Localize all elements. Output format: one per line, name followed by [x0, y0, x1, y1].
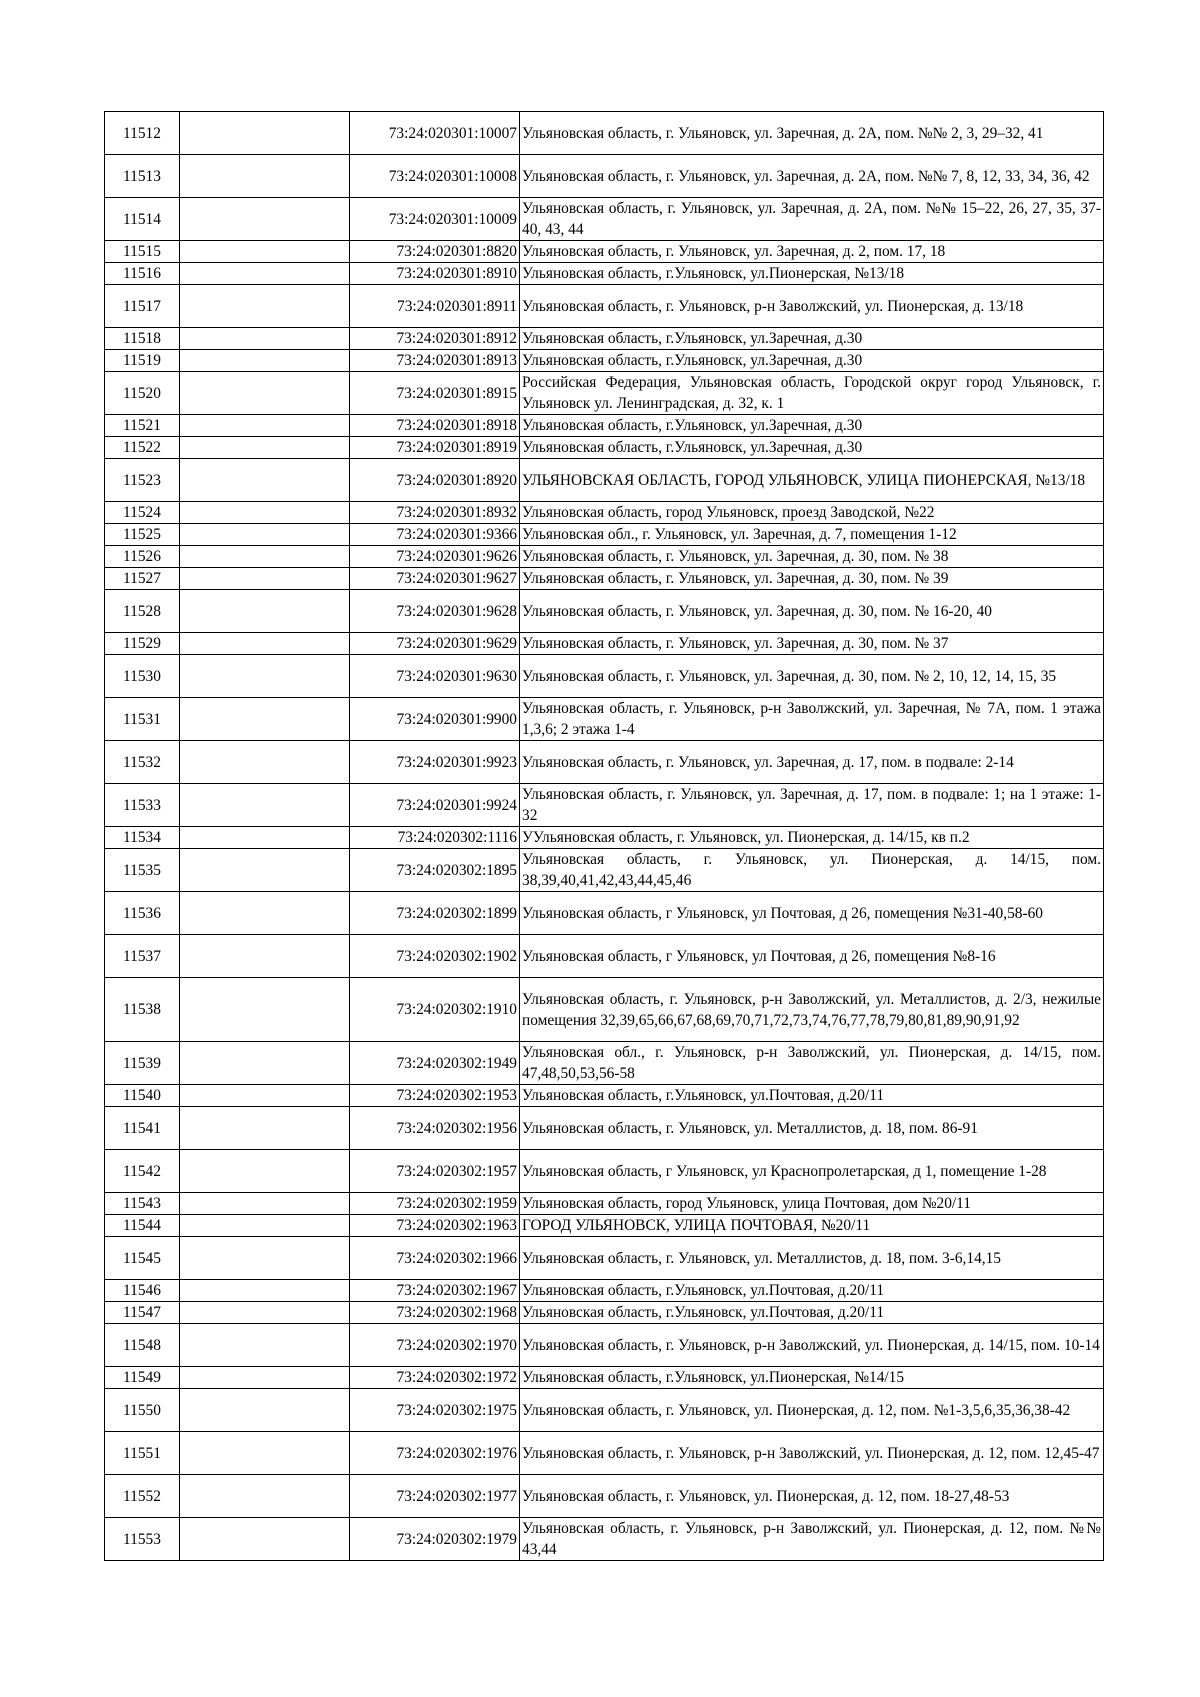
address-cell: Ульяновская область, г. Ульяновск, ул. Заречная, д. 2А, пом. №№ 15–22, 26, 27, 35, 37-40, 43, 44: [520, 198, 1104, 241]
table-row: [105, 590, 1104, 633]
empty-cell: [180, 350, 350, 372]
cadastral-number-cell: 73:24:020302:1977: [350, 1475, 520, 1518]
row-number-cell: 11536: [105, 892, 180, 935]
cadastral-number-cell: 73:24:020302:1972: [350, 1367, 520, 1389]
empty-cell: [180, 1193, 350, 1215]
registry-table-body: [105, 112, 1104, 1561]
address-cell: Российская Федерация, Ульяновская область, Городской округ город Ульяновск, г. Ульяновск ул. Ленинградская, д. 32, к. 1: [520, 372, 1104, 415]
row-number-cell: 11521: [105, 415, 180, 437]
empty-cell: [180, 502, 350, 524]
address-cell: Ульяновская область, г.Ульяновск, ул.Почтовая, д.20/11: [520, 1302, 1104, 1324]
table-row: [105, 241, 1104, 263]
cadastral-number-cell: 73:24:020301:8915: [350, 372, 520, 415]
empty-cell: [180, 263, 350, 285]
cadastral-number-cell: 73:24:020301:8919: [350, 437, 520, 459]
address-cell: Ульяновская область, г. Ульяновск, ул. Пионерская, д. 12, пом. №1-3,5,6,35,36,38-42: [520, 1389, 1104, 1432]
row-number-cell: 11535: [105, 849, 180, 892]
row-number-cell: 11542: [105, 1150, 180, 1193]
cadastral-number-cell: 73:24:020302:1899: [350, 892, 520, 935]
row-number-cell: 11541: [105, 1107, 180, 1150]
table-row: [105, 935, 1104, 978]
empty-cell: [180, 459, 350, 502]
address-cell: Ульяновская область, г. Ульяновск, ул. Металлистов, д. 18, пом. 86-91: [520, 1107, 1104, 1150]
table-row: [105, 350, 1104, 372]
address-cell: Ульяновская область, город Ульяновск, улица Почтовая, дом №20/11: [520, 1193, 1104, 1215]
cadastral-number-cell: 73:24:020301:10008: [350, 155, 520, 198]
row-number-cell: 11516: [105, 263, 180, 285]
table-row: [105, 328, 1104, 350]
table-row: [105, 568, 1104, 590]
empty-cell: [180, 1150, 350, 1193]
row-number-cell: 11522: [105, 437, 180, 459]
empty-cell: [180, 935, 350, 978]
cadastral-number-cell: 73:24:020301:9366: [350, 524, 520, 546]
row-number-cell: 11549: [105, 1367, 180, 1389]
cadastral-number-cell: 73:24:020302:1963: [350, 1215, 520, 1237]
empty-cell: [180, 415, 350, 437]
address-cell: Ульяновская область, г. Ульяновск, р-н Заволжский, ул. Пионерская, д. 12, пом. №№ 43,44: [520, 1518, 1104, 1561]
table-row: [105, 655, 1104, 698]
address-cell: Ульяновская область, город Ульяновск, проезд Заводской, №22: [520, 502, 1104, 524]
row-number-cell: 11545: [105, 1237, 180, 1280]
empty-cell: [180, 741, 350, 784]
empty-cell: [180, 112, 350, 155]
empty-cell: [180, 1324, 350, 1367]
address-cell: Ульяновская область, г. Ульяновск, ул. Заречная, д. 30, пом. № 16-20, 40: [520, 590, 1104, 633]
address-cell: Ульяновская область, г.Ульяновск, ул.Заречная, д.30: [520, 415, 1104, 437]
row-number-cell: 11515: [105, 241, 180, 263]
address-cell: Ульяновская область, г.Ульяновск, ул.Заречная, д.30: [520, 350, 1104, 372]
empty-cell: [180, 633, 350, 655]
address-cell: Ульяновская область, г. Ульяновск, ул. Заречная, д. 30, пом. № 38: [520, 546, 1104, 568]
empty-cell: [180, 285, 350, 328]
address-cell: Ульяновская область, г. Ульяновск, ул. Заречная, д. 30, пом. № 2, 10, 12, 14, 15, 35: [520, 655, 1104, 698]
cadastral-number-cell: 73:24:020302:1957: [350, 1150, 520, 1193]
table-row: [105, 1389, 1104, 1432]
row-number-cell: 11550: [105, 1389, 180, 1432]
row-number-cell: 11530: [105, 655, 180, 698]
address-cell: Ульяновская область, г. Ульяновск, ул. Заречная, д. 2А, пом. №№ 7, 8, 12, 33, 34, 36, 42: [520, 155, 1104, 198]
row-number-cell: 11547: [105, 1302, 180, 1324]
cadastral-number-cell: 73:24:020301:9628: [350, 590, 520, 633]
cadastral-number-cell: 73:24:020302:1959: [350, 1193, 520, 1215]
table-row: [105, 1085, 1104, 1107]
cadastral-number-cell: 73:24:020301:8912: [350, 328, 520, 350]
empty-cell: [180, 849, 350, 892]
empty-cell: [180, 328, 350, 350]
empty-cell: [180, 1042, 350, 1085]
empty-cell: [180, 198, 350, 241]
cadastral-number-cell: 73:24:020301:9626: [350, 546, 520, 568]
cadastral-number-cell: 73:24:020301:9629: [350, 633, 520, 655]
row-number-cell: 11538: [105, 978, 180, 1042]
table-row: [105, 1193, 1104, 1215]
row-number-cell: 11525: [105, 524, 180, 546]
empty-cell: [180, 1367, 350, 1389]
empty-cell: [180, 546, 350, 568]
row-number-cell: 11517: [105, 285, 180, 328]
empty-cell: [180, 784, 350, 827]
cadastral-number-cell: 73:24:020302:1968: [350, 1302, 520, 1324]
table-row: [105, 263, 1104, 285]
table-row: [105, 1367, 1104, 1389]
row-number-cell: 11526: [105, 546, 180, 568]
table-row: [105, 1324, 1104, 1367]
empty-cell: [180, 827, 350, 849]
cadastral-number-cell: 73:24:020302:1979: [350, 1518, 520, 1561]
empty-cell: [180, 241, 350, 263]
table-row: [105, 1215, 1104, 1237]
address-cell: Ульяновская область, г. Ульяновск, ул. Заречная, д. 30, пом. № 39: [520, 568, 1104, 590]
empty-cell: [180, 1280, 350, 1302]
empty-cell: [180, 892, 350, 935]
table-row: [105, 285, 1104, 328]
address-cell: Ульяновская область, г.Ульяновск, ул.Пионерская, №13/18: [520, 263, 1104, 285]
address-cell: Ульяновская область, г Ульяновск, ул Почтовая, д 26, помещения №8-16: [520, 935, 1104, 978]
table-row: [105, 849, 1104, 892]
cadastral-number-cell: 73:24:020302:1967: [350, 1280, 520, 1302]
address-cell: Ульяновская область, г.Ульяновск, ул.Пионерская, №14/15: [520, 1367, 1104, 1389]
address-cell: Ульяновская область, г. Ульяновск, ул. Пионерская, д. 12, пом. 18-27,48-53: [520, 1475, 1104, 1518]
row-number-cell: 11528: [105, 590, 180, 633]
empty-cell: [180, 155, 350, 198]
table-row: [105, 741, 1104, 784]
table-row: [105, 372, 1104, 415]
cadastral-number-cell: 73:24:020301:8911: [350, 285, 520, 328]
empty-cell: [180, 1389, 350, 1432]
address-cell: Ульяновская область, г. Ульяновск, ул. Заречная, д. 17, пом. в подвале: 2-14: [520, 741, 1104, 784]
row-number-cell: 11552: [105, 1475, 180, 1518]
cadastral-number-cell: 73:24:020302:1953: [350, 1085, 520, 1107]
table-row: [105, 978, 1104, 1042]
cadastral-number-cell: 73:24:020301:8820: [350, 241, 520, 263]
cadastral-number-cell: 73:24:020301:8918: [350, 415, 520, 437]
table-row: [105, 415, 1104, 437]
row-number-cell: 11514: [105, 198, 180, 241]
empty-cell: [180, 590, 350, 633]
cadastral-number-cell: 73:24:020302:1970: [350, 1324, 520, 1367]
cadastral-number-cell: 73:24:020301:8932: [350, 502, 520, 524]
empty-cell: [180, 372, 350, 415]
address-cell: Ульяновская область, г.Ульяновск, ул.Почтовая, д.20/11: [520, 1280, 1104, 1302]
cadastral-number-cell: 73:24:020302:1976: [350, 1432, 520, 1475]
row-number-cell: 11520: [105, 372, 180, 415]
table-row: [105, 1432, 1104, 1475]
address-cell: Ульяновская область, г. Ульяновск, р-н Заволжский, ул. Заречная, № 7А, пом. 1 этажа 1,3,6; 2 этажа 1-4: [520, 698, 1104, 741]
empty-cell: [180, 1237, 350, 1280]
empty-cell: [180, 568, 350, 590]
cadastral-number-cell: 73:24:020302:1895: [350, 849, 520, 892]
row-number-cell: 11524: [105, 502, 180, 524]
empty-cell: [180, 1085, 350, 1107]
cadastral-number-cell: 73:24:020302:1902: [350, 935, 520, 978]
cadastral-number-cell: 73:24:020302:1966: [350, 1237, 520, 1280]
table-row: [105, 437, 1104, 459]
cadastral-number-cell: 73:24:020302:1910: [350, 978, 520, 1042]
empty-cell: [180, 1518, 350, 1561]
table-row: [105, 1107, 1104, 1150]
table-row: [105, 633, 1104, 655]
address-cell: Ульяновская область, г.Ульяновск, ул.Заречная, д.30: [520, 437, 1104, 459]
address-cell: Ульяновская область, г. Ульяновск, р-н Заволжский, ул. Пионерская, д. 12, пом. 12,45-47: [520, 1432, 1104, 1475]
cadastral-number-cell: 73:24:020301:8920: [350, 459, 520, 502]
row-number-cell: 11553: [105, 1518, 180, 1561]
row-number-cell: 11533: [105, 784, 180, 827]
empty-cell: [180, 655, 350, 698]
address-cell: Ульяновская область, г. Ульяновск, р-н Заволжский, ул. Пионерская, д. 13/18: [520, 285, 1104, 328]
row-number-cell: 11544: [105, 1215, 180, 1237]
address-cell: УЛЬЯНОВСКАЯ ОБЛАСТЬ, ГОРОД УЛЬЯНОВСК, УЛИЦА ПИОНЕРСКАЯ, №13/18: [520, 459, 1104, 502]
table-row: [105, 198, 1104, 241]
cadastral-number-cell: 73:24:020301:9627: [350, 568, 520, 590]
cadastral-number-cell: 73:24:020301:9923: [350, 741, 520, 784]
empty-cell: [180, 1107, 350, 1150]
cadastral-number-cell: 73:24:020301:8910: [350, 263, 520, 285]
address-cell: Ульяновская область, г. Ульяновск, р-н Заволжский, ул. Пионерская, д. 14/15, пом. 10-14: [520, 1324, 1104, 1367]
table-row: [105, 155, 1104, 198]
empty-cell: [180, 437, 350, 459]
cadastral-number-cell: 73:24:020301:8913: [350, 350, 520, 372]
cadastral-number-cell: 73:24:020301:9630: [350, 655, 520, 698]
row-number-cell: 11546: [105, 1280, 180, 1302]
cadastral-number-cell: 73:24:020301:9900: [350, 698, 520, 741]
table-row: [105, 698, 1104, 741]
row-number-cell: 11551: [105, 1432, 180, 1475]
row-number-cell: 11532: [105, 741, 180, 784]
address-cell: ГОРОД УЛЬЯНОВСК, УЛИЦА ПОЧТОВАЯ, №20/11: [520, 1215, 1104, 1237]
row-number-cell: 11523: [105, 459, 180, 502]
row-number-cell: 11539: [105, 1042, 180, 1085]
table-row: [105, 459, 1104, 502]
table-row: [105, 827, 1104, 849]
cadastral-number-cell: 73:24:020302:1956: [350, 1107, 520, 1150]
table-row: [105, 1280, 1104, 1302]
row-number-cell: 11519: [105, 350, 180, 372]
address-cell: Ульяновская область, г. Ульяновск, ул. Заречная, д. 17, пом. в подвале: 1; на 1 этаже: 1-32: [520, 784, 1104, 827]
address-cell: Ульяновская область, г. Ульяновск, ул. Заречная, д. 2, пом. 17, 18: [520, 241, 1104, 263]
table-row: [105, 1237, 1104, 1280]
table-row: [105, 546, 1104, 568]
empty-cell: [180, 1215, 350, 1237]
address-cell: Ульяновская область, г. Ульяновск, р-н Заволжский, ул. Металлистов, д. 2/3, нежилые помещения 32,39,65,66,67,68,69,70,71,72,73,74,76,77,78,79,80,81,89,90,91,92: [520, 978, 1104, 1042]
address-cell: Ульяновская область, г.Ульяновск, ул.Заречная, д.30: [520, 328, 1104, 350]
address-cell: Ульяновская обл., г. Ульяновск, р-н Заволжский, ул. Пионерская, д. 14/15, пом. 47,48,50,53,56-58: [520, 1042, 1104, 1085]
empty-cell: [180, 1432, 350, 1475]
empty-cell: [180, 524, 350, 546]
address-cell: Ульяновская область, г Ульяновск, ул Краснопролетарская, д 1, помещение 1-28: [520, 1150, 1104, 1193]
table-row: [105, 1475, 1104, 1518]
address-cell: Ульяновская область, г. Ульяновск, ул. Заречная, д. 30, пом. № 37: [520, 633, 1104, 655]
cadastral-number-cell: 73:24:020301:9924: [350, 784, 520, 827]
empty-cell: [180, 1475, 350, 1518]
table-row: [105, 1518, 1104, 1561]
row-number-cell: 11537: [105, 935, 180, 978]
empty-cell: [180, 698, 350, 741]
row-number-cell: 11540: [105, 1085, 180, 1107]
address-cell: Ульяновская область, г. Ульяновск, ул. Заречная, д. 2А, пом. №№ 2, 3, 29–32, 41: [520, 112, 1104, 155]
table-row: [105, 524, 1104, 546]
row-number-cell: 11543: [105, 1193, 180, 1215]
row-number-cell: 11513: [105, 155, 180, 198]
cadastral-number-cell: 73:24:020302:1975: [350, 1389, 520, 1432]
address-cell: Ульяновская область, г.Ульяновск, ул.Почтовая, д.20/11: [520, 1085, 1104, 1107]
registry-table: [104, 111, 1104, 1561]
address-cell: Ульяновская обл., г. Ульяновск, ул. Заречная, д. 7, помещения 1-12: [520, 524, 1104, 546]
table-row: [105, 1150, 1104, 1193]
cadastral-number-cell: 73:24:020301:10007: [350, 112, 520, 155]
table-row: [105, 1302, 1104, 1324]
address-cell: УУльяновская область, г. Ульяновск, ул. Пионерская, д. 14/15, кв п.2: [520, 827, 1104, 849]
cadastral-number-cell: 73:24:020302:1949: [350, 1042, 520, 1085]
row-number-cell: 11531: [105, 698, 180, 741]
row-number-cell: 11527: [105, 568, 180, 590]
table-row: [105, 784, 1104, 827]
row-number-cell: 11548: [105, 1324, 180, 1367]
cadastral-number-cell: 73:24:020301:10009: [350, 198, 520, 241]
address-cell: Ульяновская область, г. Ульяновск, ул. Металлистов, д. 18, пом. 3-6,14,15: [520, 1237, 1104, 1280]
row-number-cell: 11518: [105, 328, 180, 350]
row-number-cell: 11512: [105, 112, 180, 155]
table-row: [105, 502, 1104, 524]
address-cell: Ульяновская область, г Ульяновск, ул Почтовая, д 26, помещения №31-40,58-60: [520, 892, 1104, 935]
address-cell: Ульяновская область, г. Ульяновск, ул. Пионерская, д. 14/15, пом. 38,39,40,41,42,43,44,45,46: [520, 849, 1104, 892]
cadastral-number-cell: 73:24:020302:1116: [350, 827, 520, 849]
table-row: [105, 112, 1104, 155]
empty-cell: [180, 978, 350, 1042]
empty-cell: [180, 1302, 350, 1324]
row-number-cell: 11529: [105, 633, 180, 655]
table-row: [105, 892, 1104, 935]
table-row: [105, 1042, 1104, 1085]
row-number-cell: 11534: [105, 827, 180, 849]
